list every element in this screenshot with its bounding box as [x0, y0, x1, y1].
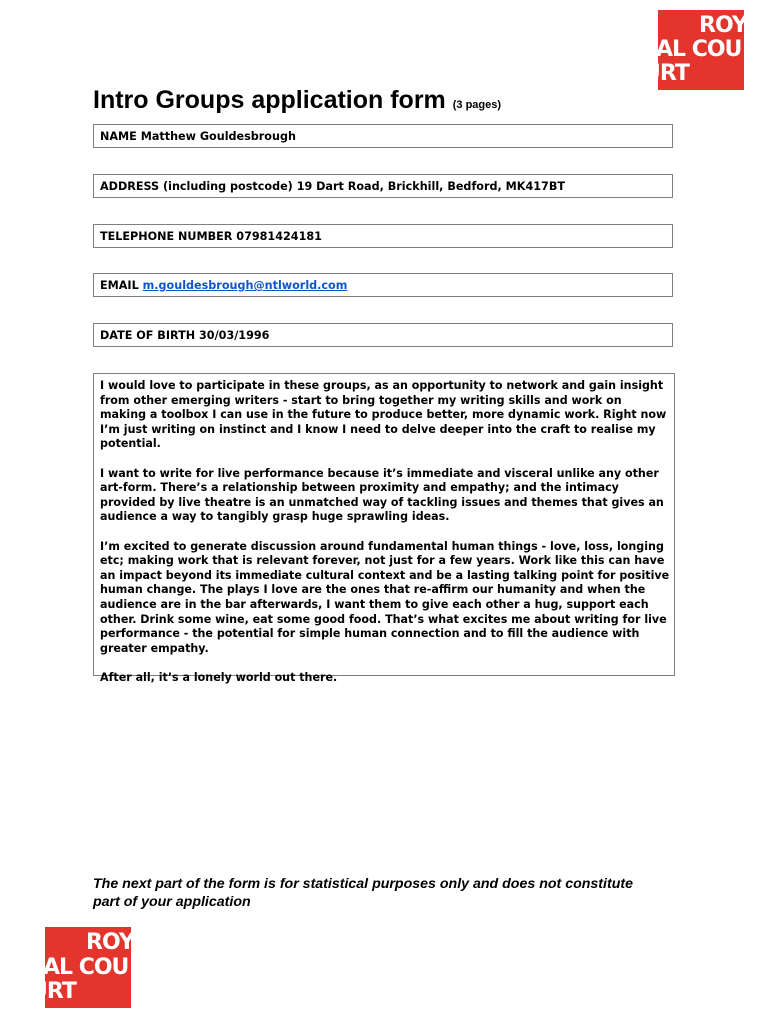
dob-field: [93, 323, 673, 347]
logo-line-2: AL COU: [43, 955, 129, 980]
email-label: EMAIL: [100, 279, 139, 292]
logo-line-2: AL COU: [656, 37, 742, 62]
name-field: [93, 124, 673, 148]
telephone-label: TELEPHONE NUMBER: [100, 230, 233, 243]
email-field: [93, 273, 673, 297]
page-title: [93, 86, 501, 115]
logo-line-3: URT: [643, 61, 689, 86]
logo-line-3: URT: [30, 979, 76, 1004]
address-value: 19 Dart Road, Brickhill, Bedford, MK417BT: [296, 180, 565, 193]
name-label: NAME: [100, 130, 137, 143]
royal-court-logo-top: [643, 10, 747, 90]
title-main: Intro Groups application form: [93, 86, 446, 114]
address-field: [93, 174, 673, 198]
dob-value: 30/03/1996: [199, 329, 270, 342]
statistical-purposes-note: The next part of the form is for statistical purposes only and does not constitute part of your application: [93, 876, 633, 910]
personal-statement-box: [93, 373, 675, 684]
telephone-value: 07981424181: [236, 230, 322, 243]
statement-paragraph: I’m excited to generate discussion around fundamental human things - love, loss, longing etc; making work that is relevant forever, not just for a few years. Work like this can have an impact beyond its immediate cultural context and be a lasting talking point for positive human change. The plays I love are the ones that re-affirm our humanity and when the audience are in the bar afterwards, I want them to give each other a hug, support each other. Drink some wine, eat some good food. That’s what excites me about writing for live performance - the potential for simple human connection and to fill the audience with greater empathy.: [100, 539, 670, 655]
title-pages-note: (3 pages): [452, 99, 502, 111]
royal-court-logo-bottom: [30, 927, 134, 1008]
statement-paragraph: After all, it’s a lonely world out there.: [100, 670, 338, 684]
name-value: Matthew Gouldesbrough: [140, 130, 296, 143]
logo-line-1: ROY: [699, 13, 747, 38]
statement-paragraph: I would love to participate in these groups, as an opportunity to network and gain insight from other emerging writers - start to bring together my writing skills and work on making a toolbox I can use in the future to produce better, more dynamic work. Right now I’m just writing on instinct and I know I need to delve deeper into the craft to realise my potential.: [100, 379, 667, 451]
email-link[interactable]: m.gouldesbrough@ntlworld.com: [142, 279, 348, 292]
statement-paragraph: I want to write for live performance because it’s immediate and visceral unlike any other art-form. There’s a relationship between proximity and empathy; and the intimacy provided by live theatre is an unmatched way of tackling issues and themes that gives an audience a way to tangibly grasp huge sprawling ideas.: [100, 466, 664, 524]
dob-label: DATE OF BIRTH: [100, 329, 196, 342]
address-label: ADDRESS (including postcode): [100, 180, 293, 193]
telephone-field: [93, 224, 673, 248]
logo-line-1: ROY: [86, 930, 134, 955]
